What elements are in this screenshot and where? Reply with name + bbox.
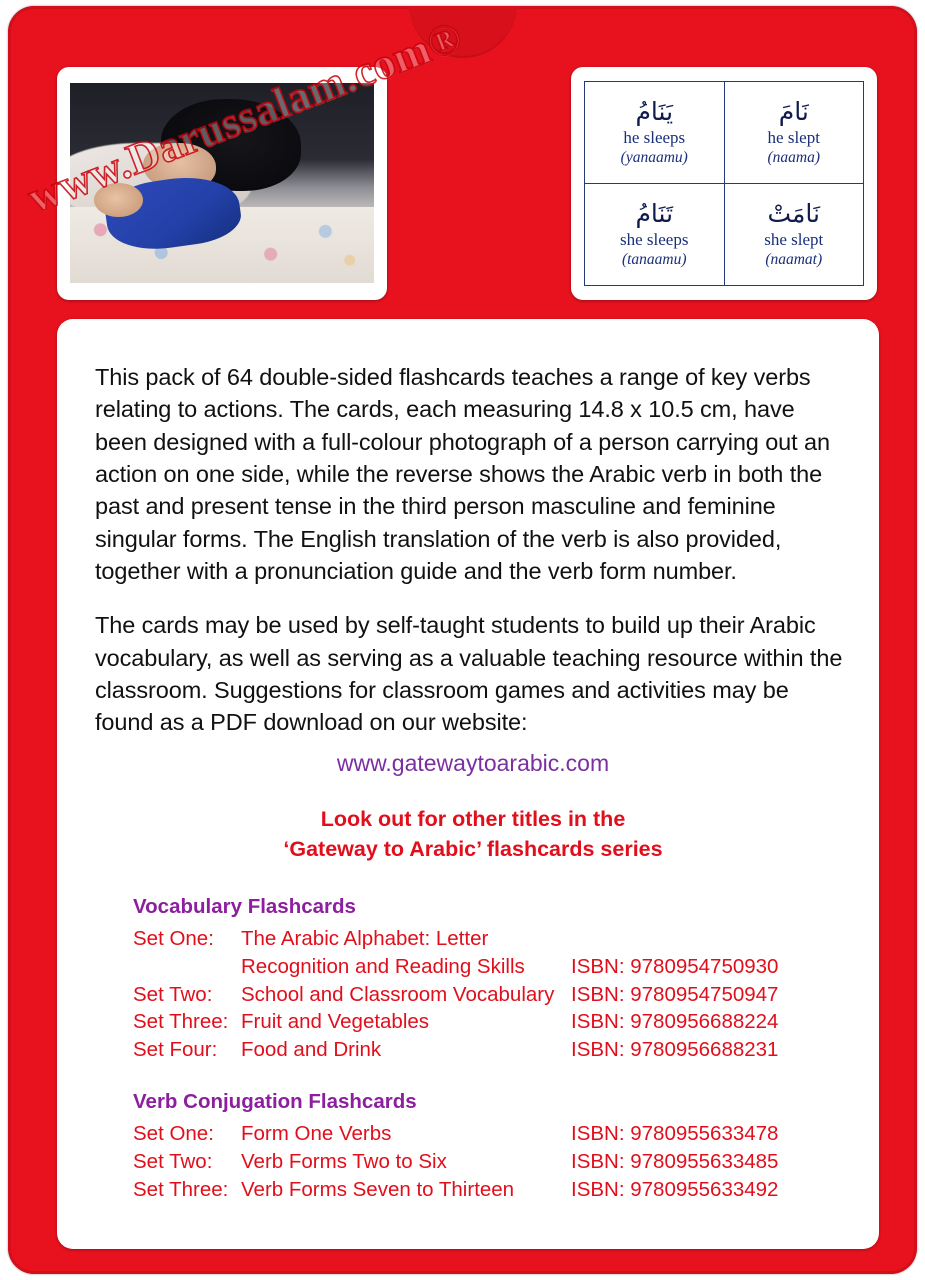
sleeping-person-photo xyxy=(70,83,374,283)
set-isbn: ISBN: 9780956688224 xyxy=(571,1010,779,1034)
list-item xyxy=(95,1148,851,1176)
arabic-verb: نَامَتْ xyxy=(767,198,820,228)
flashcard-box-back-cover xyxy=(8,6,917,1274)
list-item xyxy=(95,1176,851,1204)
table-row xyxy=(585,184,864,286)
list-item xyxy=(95,953,851,981)
photo-hand xyxy=(94,183,143,217)
set-isbn: ISBN: 9780955633485 xyxy=(571,1150,779,1173)
list-item xyxy=(95,925,851,953)
set-isbn: ISBN: 9780955633492 xyxy=(571,1177,779,1201)
description-paragraph-1: This pack of 64 double-sided flashcards teaches a range of key verbs relating to actions. The cards, each measuring 14.8 x 10.5 cm, have been designed with a full-colour photograph of a person carrying out an action on one side, while the reverse shows the Arabic verb in both the past and present tense in the third person masculine and feminine singular forms. The English translation of the verb is also provided, together with a pronunciation guide and the verb form number. xyxy=(95,364,830,584)
verb-cell-she-slept xyxy=(724,184,864,286)
set-title: Form One Verbs xyxy=(241,1122,392,1146)
table-row xyxy=(585,82,864,184)
verb-cell-he-sleeps xyxy=(585,82,725,184)
set-isbn: ISBN: 9780954750930 xyxy=(571,954,779,978)
series-heading-verb-conjugation: Verb Conjugation Flashcards xyxy=(133,1090,417,1114)
verb-conjugation-card xyxy=(571,67,877,300)
set-title: Verb Forms Seven to Thirteen xyxy=(241,1177,515,1201)
verb-cell-he-slept xyxy=(724,82,864,184)
set-title: Food and Drink xyxy=(241,1038,382,1062)
arabic-verb: يَنَامُ xyxy=(635,96,674,126)
set-isbn: ISBN: 9780955633478 xyxy=(571,1122,779,1146)
set-isbn: ISBN: 9780954750947 xyxy=(571,982,779,1006)
transliteration: (yanaamu) xyxy=(620,148,688,166)
set-isbn: ISBN: 9780956688231 xyxy=(571,1038,779,1062)
english-meaning: he slept xyxy=(767,128,820,148)
verb-cell-she-sleeps xyxy=(585,184,725,286)
arabic-verb: تَنَامُ xyxy=(635,198,674,228)
transliteration: (naama) xyxy=(767,148,821,166)
list-item xyxy=(95,1036,851,1064)
set-label: Set Two: xyxy=(133,1150,213,1173)
arabic-verb: نَامَ xyxy=(778,96,809,126)
series-heading-vocabulary: Vocabulary Flashcards xyxy=(133,894,356,918)
lookout-callout xyxy=(95,805,851,864)
set-label: Set Two: xyxy=(133,982,213,1006)
verb-table xyxy=(584,81,864,286)
list-item xyxy=(95,981,851,1009)
transliteration: (tanaamu) xyxy=(621,250,687,268)
description-panel xyxy=(57,319,879,1249)
set-label: Set One: xyxy=(133,1122,214,1146)
series-list-verb-conjugation xyxy=(95,1120,851,1204)
transliteration: (naamat) xyxy=(765,250,823,268)
english-meaning: she sleeps xyxy=(620,230,689,250)
description-paragraph-2: The cards may be used by self-taught students to build up their Arabic vocabulary, as well as serving as a valuable teaching resource within the classroom. Suggestions for classroom games and activities may be found as a PDF download on our website: xyxy=(95,612,843,736)
photo-card xyxy=(57,67,387,300)
set-label: Set One: xyxy=(133,926,214,950)
set-title: School and Classroom Vocabulary xyxy=(241,982,555,1006)
set-title-continued: Recognition and Reading Skills xyxy=(241,954,525,978)
english-meaning: she slept xyxy=(764,230,824,250)
set-title: Fruit and Vegetables xyxy=(241,1010,430,1034)
set-label: Set Three: xyxy=(133,1010,229,1034)
set-title: The Arabic Alphabet: Letter xyxy=(241,926,489,950)
set-title: Verb Forms Two to Six xyxy=(241,1150,447,1173)
website-link[interactable]: www.gatewaytoarabic.com xyxy=(336,750,610,777)
list-item xyxy=(95,1120,851,1148)
set-label: Set Three: xyxy=(133,1177,229,1201)
english-meaning: he sleeps xyxy=(623,128,686,148)
set-label: Set Four: xyxy=(133,1038,218,1062)
series-list-vocabulary xyxy=(95,925,851,1064)
list-item xyxy=(95,1008,851,1036)
lookout-line-1: Look out for other titles in the xyxy=(320,807,626,832)
box-thumb-notch xyxy=(409,6,517,58)
lookout-line-2: ‘Gateway to Arabic’ flashcards series xyxy=(283,837,663,862)
